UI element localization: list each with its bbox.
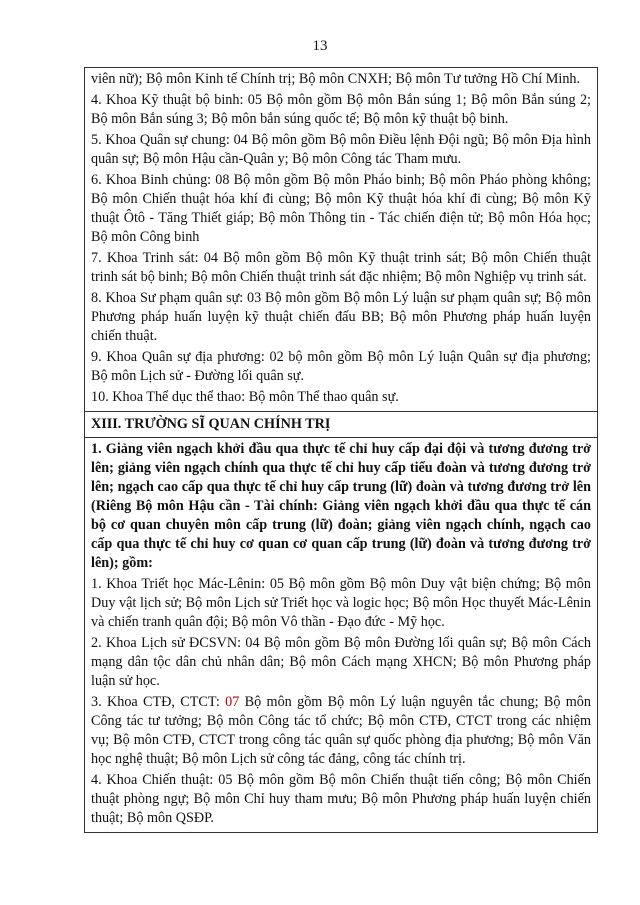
paragraph: 10. Khoa Thể dục thể thao: Bộ môn Thể thao quân sự.: [91, 389, 399, 405]
section-heading: XIII. TRƯỜNG SĨ QUAN CHÍNH TRỊ: [85, 412, 598, 438]
highlighted-count: 07: [225, 694, 240, 710]
paragraph: [91, 691, 591, 769]
intro-paragraph: 1. Giảng viên ngạch khởi đầu qua thực tế chỉ huy cấp đại đội và tương đương trở lên; giảng viên ngạch chính qua thực tế chỉ huy cấp tiểu đoàn và tương đương trở lên; ngạch cao cấp qua thực tế chỉ huy cấp trung (lữ) đoàn và tương đương trở lên (Riêng Bộ môn Hậu cần - Tài chính: Giảng viên ngạch khởi đầu qua thực tế cán bộ cơ quan chuyên môn cấp trung (lữ) đoàn; giảng viên ngạch chính, ngạch cao cấp qua thực tế chỉ huy cơ quan cơ quan cấp trung (lữ) đoàn và tương đương trở lên); gồm:: [91, 441, 591, 571]
previous-section-cell: [85, 68, 598, 412]
item-text: Bộ môn gồm Bộ môn Lý luận nguyên tắc chung; Bộ môn Công tác tư tưởng; Bộ môn Công tác tổ chức; Bộ môn CTĐ, CTCT trong các nhiệm vụ; Bộ môn CTĐ, CTCT trong công tác quân sự quốc phòng địa phương; Bộ môn Văn học nghệ thuật; Bộ môn Lịch sử công tác đảng, công tác chính trị.: [91, 694, 591, 767]
item-prefix: 3. Khoa CTĐ, CTCT:: [91, 694, 226, 710]
table-row: [85, 68, 598, 412]
paragraph: 7. Khoa Trinh sát: 04 Bộ môn gồm Bộ môn Kỹ thuật trinh sát; Bộ môn Chiến thuật trinh sát bộ binh; Bộ môn Chiến thuật trinh sát đặc nhiệm; Bộ môn Nghiệp vụ trinh sát.: [91, 250, 591, 285]
paragraph: 1. Khoa Triết học Mác-Lênin: 05 Bộ môn gồm Bộ môn Duy vật biện chứng; Bộ môn Duy vật lịch sử; Bộ môn Lịch sử Triết học và logic học; Bộ môn Học thuyết Mác-Lênin và chiến tranh quân đội; Bộ môn Vô thần - Đạo đức - Mỹ học.: [91, 576, 591, 630]
paragraph: viên nữ); Bộ môn Kinh tế Chính trị; Bộ môn CNXH; Bộ môn Tư tưởng Hồ Chí Minh.: [91, 71, 581, 87]
faculty-table: [84, 67, 598, 833]
paragraph: 9. Khoa Quân sự địa phương: 02 bộ môn gồm Bộ môn Lý luận Quân sự địa phương; Bộ môn Lịch sử - Đường lối quân sự.: [91, 349, 591, 384]
page-number: 13: [312, 38, 328, 54]
table-row: [85, 438, 598, 833]
paragraph: 5. Khoa Quân sự chung: 04 Bộ môn gồm Bộ môn Điều lệnh Đội ngũ; Bộ môn Địa hình quân sự; Bộ môn Hậu cần-Quân y; Bộ môn Công tác Tham mưu.: [91, 132, 591, 167]
paragraph: 8. Khoa Sư phạm quân sự: 03 Bộ môn gồm Bộ môn Lý luận sư phạm quân sự; Bộ môn Phương pháp huấn luyện kỹ thuật chiến đấu BB; Bộ môn Phương pháp huấn luyện chiến thuật.: [91, 290, 591, 344]
paragraph: 2. Khoa Lịch sử ĐCSVN: 04 Bộ môn gồm Bộ môn Đường lối quân sự; Bộ môn Cách mạng dân tộc dân chủ nhân dân; Bộ môn Cách mạng XHCN; Bộ môn Phương pháp luận sử học.: [91, 635, 591, 689]
paragraph: 4. Khoa Kỹ thuật bộ binh: 05 Bộ môn gồm Bộ môn Bắn súng 1; Bộ môn Bắn súng 2; Bộ môn Bắn súng 3; Bộ môn bắn súng quốc tế; Bộ môn kỹ thuật bộ binh.: [91, 92, 591, 127]
paragraph: 4. Khoa Chiến thuật: 05 Bộ môn gồm Bộ môn Chiến thuật tiến công; Bộ môn Chiến thuật phòng ngự; Bộ môn Chỉ huy tham mưu; Bộ môn Phương pháp huấn luyện chiến thuật; Bộ môn QSĐP.: [91, 772, 591, 826]
table-row: [85, 412, 598, 438]
section-body-cell: [85, 438, 598, 833]
paragraph: 6. Khoa Binh chủng: 08 Bộ môn gồm Bộ môn Pháo binh; Bộ môn Pháo phòng không; Bộ môn Chiến thuật hóa khí đi cùng; Bộ môn Kỹ thuật hóa khí đi cùng; Bộ môn Kỹ thuật Ôtô - Tăng Thiết giáp; Bộ môn Thông tin - Tác chiến điện tử; Bộ môn Hóa học; Bộ môn Công binh: [91, 172, 591, 245]
